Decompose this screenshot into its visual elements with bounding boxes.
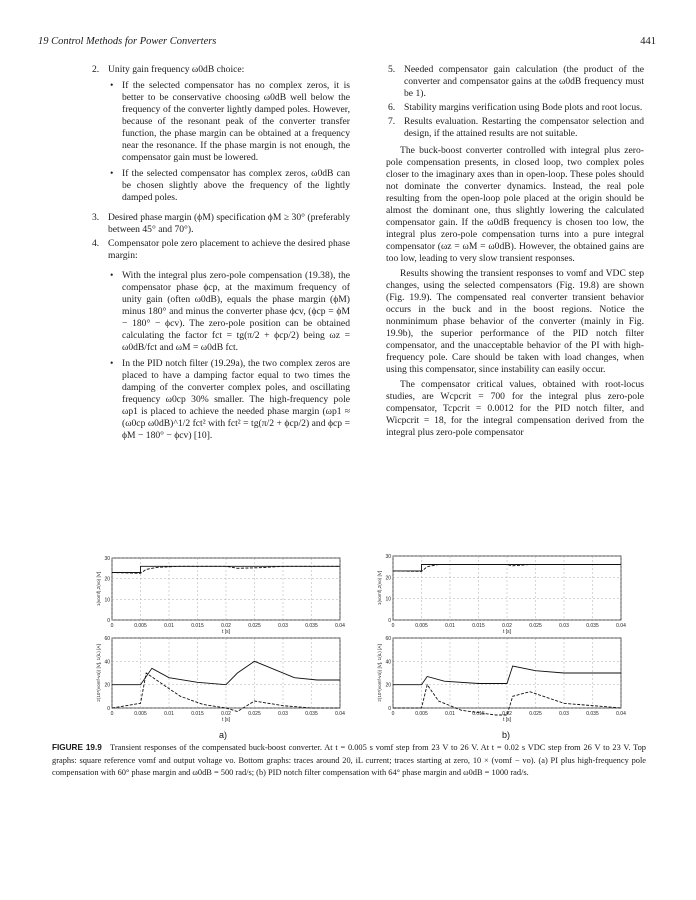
paragraph: The compensator critical values, obtained with root-locus studies, are Wcpcrit = 700 for the integral plus zero-pole compensator, Tcpcrit = 0.0012 for the PID notch filter, and Wicpcrit = 18, for the integral compensation derived from the integral plus zero-pole compensator [386,379,644,438]
x-tick-label: 0.005 [415,623,428,629]
y-tick-label: 0 [107,706,110,712]
panel-label-b: b) [501,730,511,740]
y-axis-label: 1(vomf),2(vo) [V] [377,570,382,606]
y-tick-label: 10 [385,596,391,603]
x-tick-label: 0.01 [164,711,174,717]
x-axis-label: t [s] [221,629,231,635]
bullet-item [108,168,350,204]
panel-label-a: a) [218,730,228,740]
bullet-icon: • [110,358,114,369]
right-column [386,64,644,442]
x-tick-label: 0.015 [191,623,204,629]
x-axis-label: t [s] [502,717,512,723]
list-item: 6. Stability margins verification using Bode plots and root locus. [388,102,643,113]
x-tick-label: 0.005 [134,711,147,717]
y-tick-label: 40 [385,659,391,666]
y-tick-label: 20 [385,682,391,689]
y-axis-label: 2(10*(vomf-vo)) [V], 1(iL) [A] [96,644,101,702]
y-tick-label: 30 [104,556,110,562]
x-tick-label: 0.04 [616,711,626,717]
x-tick-label: 0.015 [472,623,485,629]
list-item: 7. Results evaluation. Restarting the compensator selection and design, if the attained results are not suitable. [388,116,644,139]
paragraph: Results showing the transient responses to vomf and VDC step changes, using the selected compensators (Fig. 19.8) are shown (Fig. 19.9). The compensated real converter transient behavior occurs in the buck and in the boost regions. Notice the nonminimum phase behavior of the converter (mainly in Fig. 19.9b), the superior performance of the PID notch filter compensator, and the unacceptable behavior of the PI with high-frequency pole. Care should be taken with load changes, when using this compensator, since instability can easily occur. [386,268,644,375]
x-tick-label: 0.005 [415,711,428,717]
list-item-text: Needed compensator gain calculation (the product of the converter and compensator gains at the ω0dB frequency must be 1). [404,64,644,99]
y-tick-label: 0 [388,618,391,624]
bullet-icon: • [110,168,114,179]
y-tick-label: 10 [104,597,110,604]
figure-19-9 [98,552,658,742]
list-item: 4. Compensator pole zero placement to achieve the desired phase margin: [92,238,350,261]
bullet-icon: • [110,270,114,281]
x-tick-label: 0.005 [134,623,147,629]
x-tick-label: 0 [110,711,114,717]
y-tick-label: 0 [388,706,391,712]
x-tick-label: 0.03 [559,623,569,629]
bullet-item [108,80,350,164]
x-tick-label: 0.015 [472,711,485,717]
x-tick-label: 0.025 [529,623,542,629]
bullet-text: If the selected compensator has complex zeros, ω0dB can be chosen slightly above the frequency of the lightly damped poles. [122,168,350,203]
left-column [92,64,350,446]
y-axis-label: 1(vomf),2(vo) [V] [96,571,101,607]
x-tick-label: 0.03 [278,711,288,717]
page-number: 441 [640,36,656,47]
plot-3 [377,554,626,635]
y-tick-label: 20 [104,576,110,583]
x-tick-label: 0.035 [305,623,318,629]
bullet-icon: • [110,80,114,91]
bullet-item [108,270,350,354]
x-tick-label: 0.015 [191,711,204,717]
figure-plots [98,552,658,742]
x-tick-label: 0.03 [559,711,569,717]
plot-1 [96,556,345,635]
bullet-text: If the selected compensator has no complex zeros, it is better to be conservative choosing ω0dB well below the frequency of the converter lightly damped poles. However, because of the resonant peak of the converter transfer function, the phase margin can be obtained at a frequency near the resonance. If the phase margin is not enough, the compensator gain must be lowered. [122,80,350,163]
x-tick-label: 0.025 [248,623,261,629]
list-item-text: Compensator pole zero placement to achieve the desired phase margin: [108,238,350,261]
plot-2 [96,636,345,723]
x-axis-label: t [s] [221,717,231,723]
paragraph: The buck-boost converter controlled with integral plus zero-pole compensation presents, in closed loop, two complex poles closer to the imaginary axes than in open-loop. These poles should not dominate the converter dynamics. Instead, the real pole resulting from the open-loop pole placed at the origin should be almost the dominant one, thus slightly lowering the calculated compensator gain. If the ω0dB frequency is chosen too low, the integral plus zero-pole compensation turns into a pure integral compensator (ωz = ωM = ω0dB). However, the obtained gains are too low, leading to very slow transient responses. [386,145,644,264]
x-tick-label: 0 [391,623,395,629]
list-item-text: Unity gain frequency ω0dB choice: [108,64,245,75]
list-item: 5. Needed compensator gain calculation (the product of the converter and compensator gains at the ω0dB frequency must be 1). [388,64,644,99]
caption-text: Transient responses of the compensated buck-boost converter. At t = 0.005 s vomf step from 23 V to 26 V. At t = 0.02 s VDC step from 26 V to 23 V. Top graphs: square reference vomf and output voltage vo. Bottom graphs: traces around 20, iL current; traces starting at zero, 10 × (vomf − vo). (a) PI plus high-frequency pole compensation with 60° phase margin and ω0dB = 500 rad/s; (b) PID notch filter compensation with 64° phase margin and ω0dB = 1000 rad/s. [52,743,646,777]
x-tick-label: 0 [391,711,395,717]
y-tick-label: 40 [104,659,110,666]
x-tick-label: 0.03 [278,623,288,629]
x-tick-label: 0.04 [335,623,345,629]
x-tick-label: 0.01 [445,623,455,629]
x-tick-label: 0.04 [616,623,626,629]
y-tick-label: 60 [385,636,391,642]
list-item: 3. Desired phase margin (ϕM) specification ϕM ≥ 30° (preferably between 45° and 70°). [92,212,350,235]
y-axis-label: 2(10*(vomf-vo)) [V], 1(iL) [A] [377,644,382,702]
y-tick-label: 20 [104,682,110,689]
x-tick-label: 0.02 [502,711,512,717]
caption-label: FIGURE 19.9 [52,743,102,752]
x-tick-label: 0.01 [445,711,455,717]
x-tick-label: 0.035 [305,711,318,717]
x-tick-label: 0.035 [586,623,599,629]
x-tick-label: 0.035 [586,711,599,717]
figure-caption [52,742,646,780]
x-tick-label: 0.02 [502,623,512,629]
y-tick-label: 60 [104,636,110,642]
bullet-item [108,358,350,442]
bullet-text: In the PID notch filter (19.29a), the two complex zeros are placed to have a damping factor equal to two times the damping of the converter complex poles, and oscillating frequency ω0cp 30% smaller. The high-frequency pole ωp1 is placed to achieve the needed phase margin (ωp1 ≈ (ω0cp ω0dB)^1/2 fct² with fct² = tg(π/2 + ϕcp/2) and ϕcp = ϕM − 180° − ϕcv) [10]. [122,358,350,441]
y-tick-label: 20 [385,575,391,582]
x-tick-label: 0.025 [529,711,542,717]
running-header: 19 Control Methods for Power Converters [38,36,217,47]
x-tick-label: 0 [110,623,114,629]
x-axis-label: t [s] [502,629,512,635]
list-item-text: Desired phase margin (ϕM) specification ϕM ≥ 30° (preferably between 45° and 70°). [108,212,350,235]
plot-4 [377,636,626,723]
x-tick-label: 0.02 [221,623,231,629]
x-tick-label: 0.025 [248,711,261,717]
x-tick-label: 0.04 [335,711,345,717]
y-tick-label: 0 [107,618,110,624]
list-item: 2. Unity gain frequency ω0dB choice: [92,64,245,75]
x-tick-label: 0.02 [221,711,231,717]
list-item-text: Stability margins verification using Bode plots and root locus. [404,102,643,113]
bullet-text: With the integral plus zero-pole compensation (19.38), the compensator phase ϕcp, at the maximum frequency of unity gain (often ω0dB), equals the phase margin (ϕM) minus 180° and minus the converter phase ϕcv, (ϕcp = ϕM − 180° − ϕcv). The zero-pole position can be obtained calculating the factor fct = tg(π/2 + ϕcp/2) being ωz = ω0dB/fct and ωM = ω0dB fct. [122,270,350,353]
list-item-text: Results evaluation. Restarting the compensator selection and design, if the attained results are not suitable. [404,116,644,139]
x-tick-label: 0.01 [164,623,174,629]
y-tick-label: 30 [385,554,391,560]
